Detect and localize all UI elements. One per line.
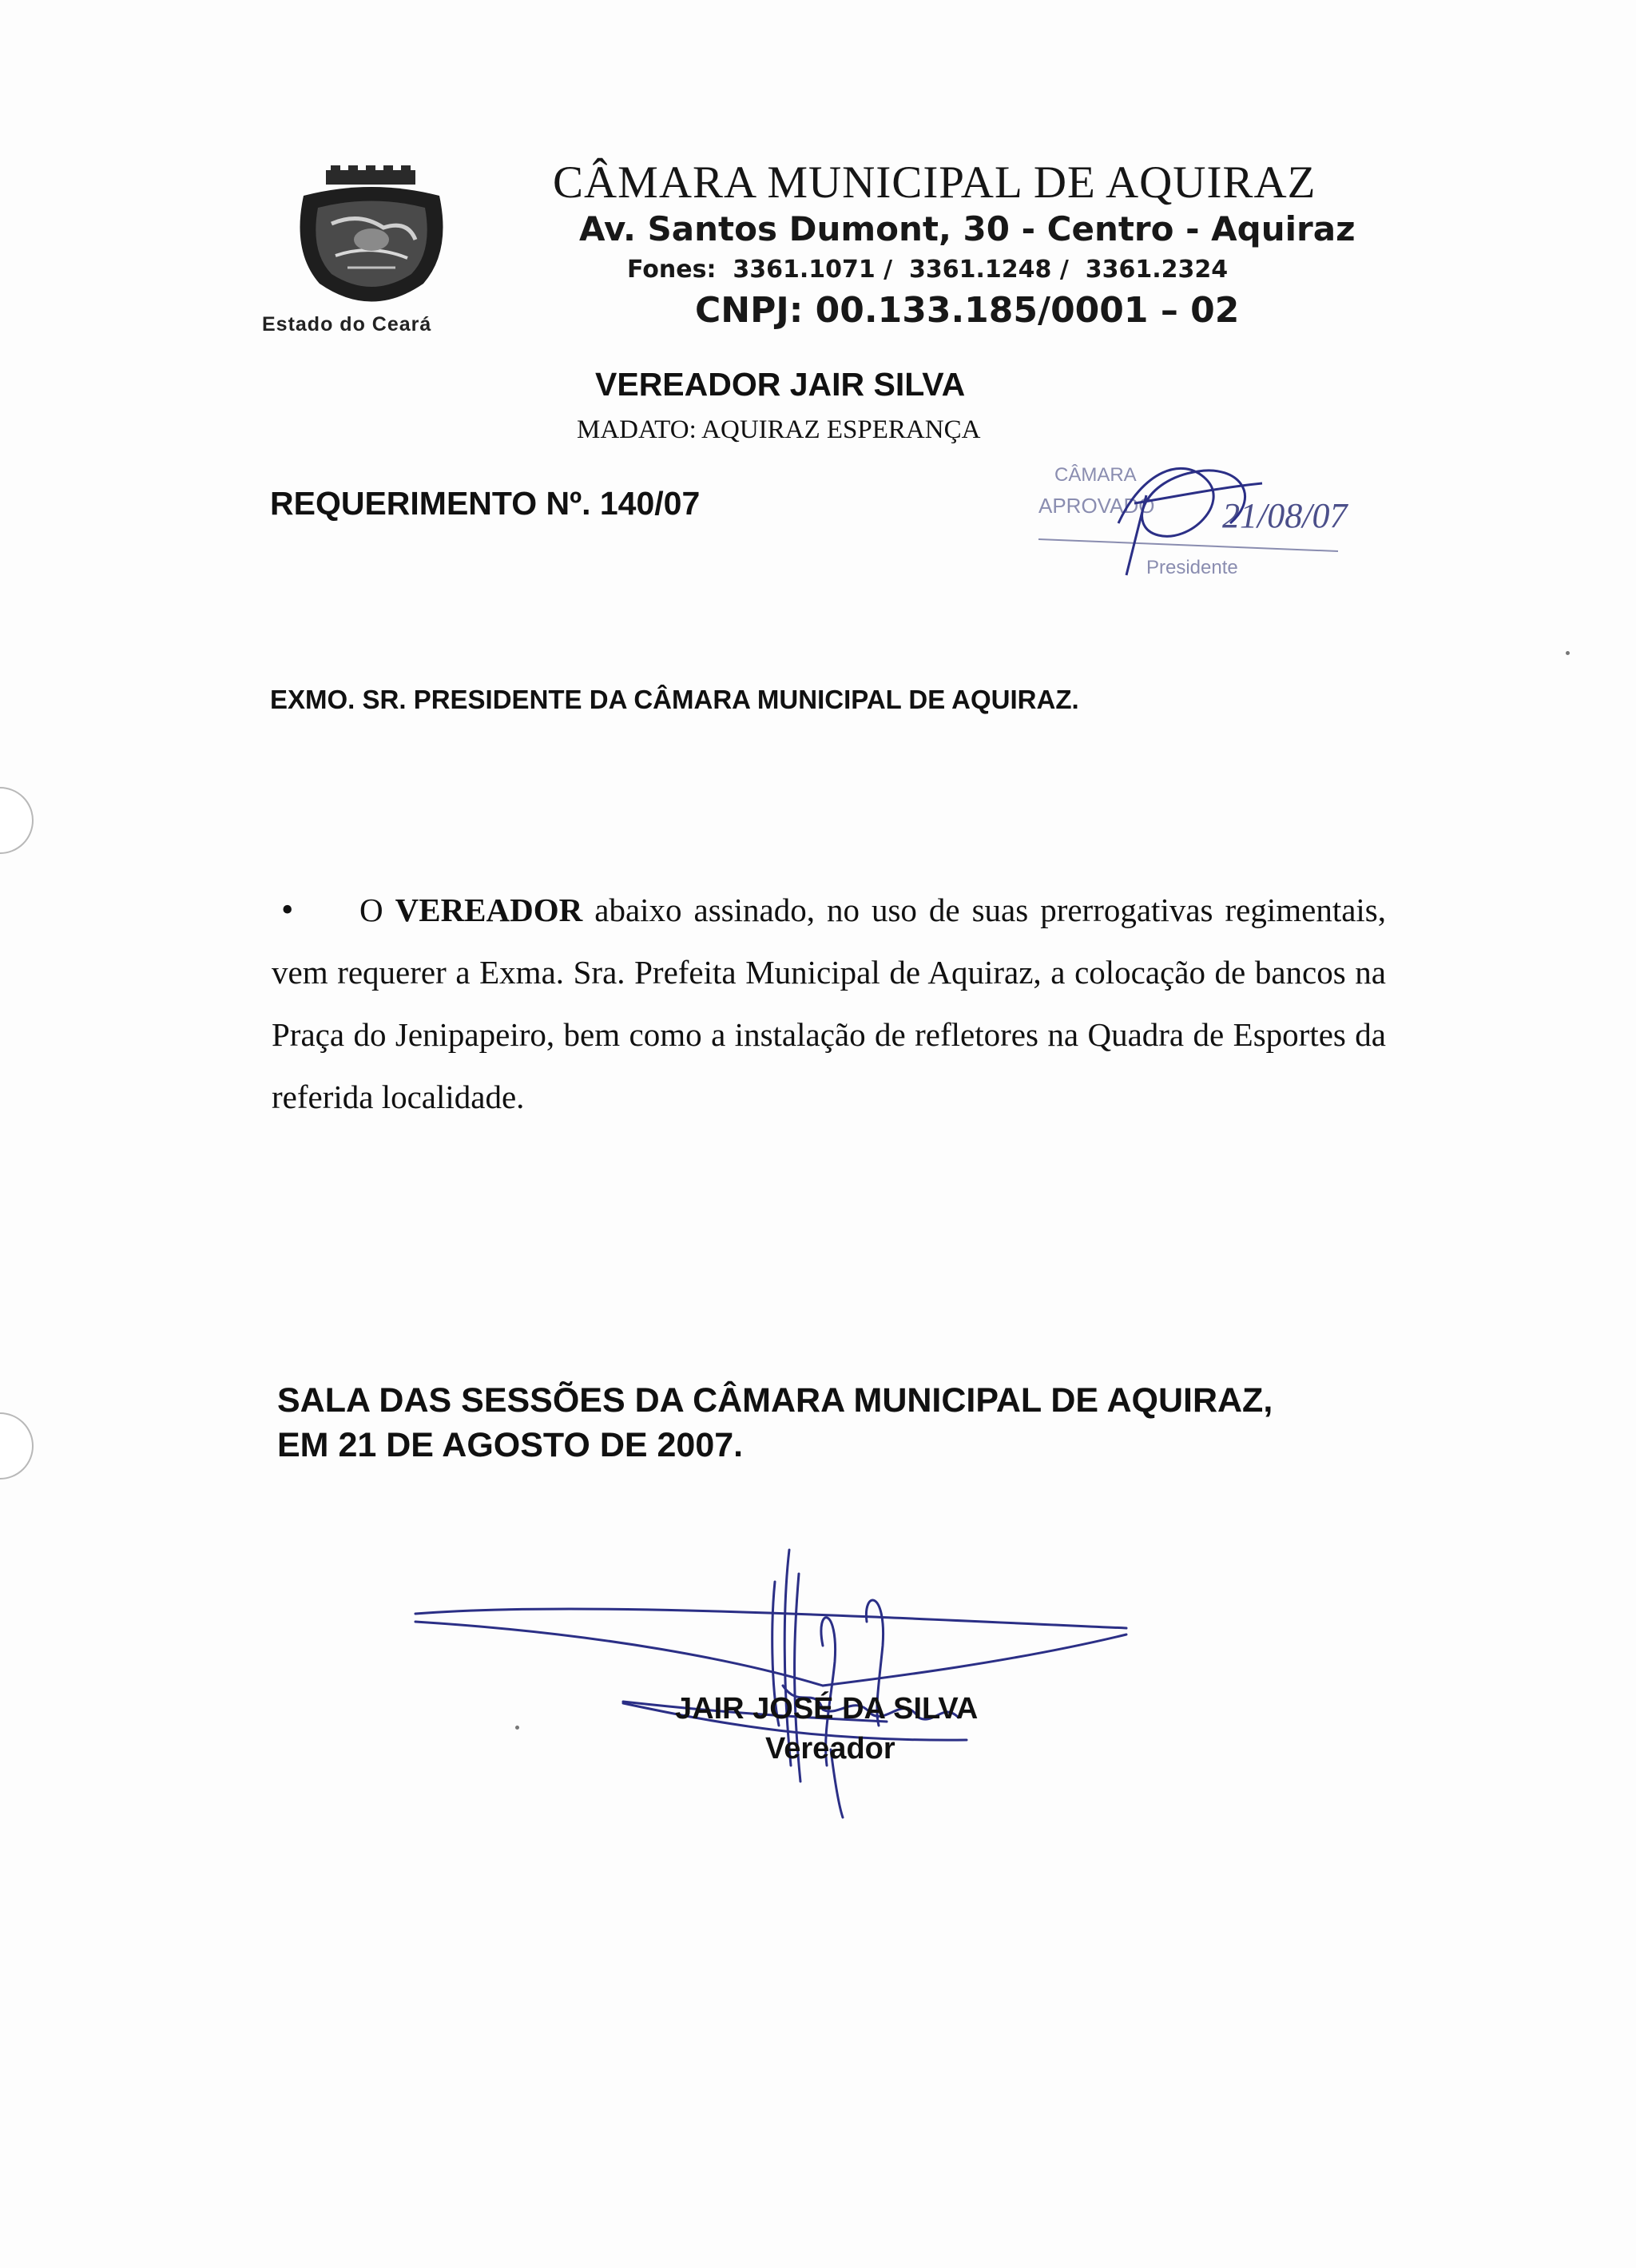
author-mandate: MADATO: AQUIRAZ ESPERANÇA [577,415,981,444]
stamp-role: Presidente [1146,557,1238,578]
body-lead: O [359,892,383,928]
approval-stamp [1022,447,1350,587]
stamp-text-approved: APROVADO [1038,494,1155,518]
state-label: Estado do Ceará [262,313,432,336]
closing-block [277,1378,1396,1468]
signatory-role: Vereador [765,1732,895,1766]
author-title: VEREADOR JAIR SILVA [595,366,966,403]
scan-speck [515,1726,519,1730]
chamber-phones: Fones: 3361.1071 / 3361.1248 / 3361.2324 [627,256,1229,284]
signatory-name: JAIR JOSÉ DA SILVA [675,1692,979,1726]
closing-line-1: SALA DAS SESSÕES DA CÂMARA MUNICIPAL DE AQUIRAZ, [277,1381,1273,1420]
scan-speck [1566,651,1570,655]
punch-hole-top [0,787,34,854]
body-bold-term: VEREADOR [395,892,583,928]
chamber-name: CÂMARA MUNICIPAL DE AQUIRAZ [553,157,1316,208]
chamber-address: Av. Santos Dumont, 30 - Centro - Aquiraz [579,209,1356,248]
stamp-text-top: CÂMARA [1054,464,1137,486]
stamp-date: 21/08/07 [1222,496,1348,535]
handwritten-signature [407,1526,1142,1821]
body-text: abaixo assinado, no uso de suas prerrogativas regimentais, vem requerer a Exma. Sra. Prefeita Municipal de Aquiraz, a colocação de bancos na Praça do Jenipapeiro, bem como a instalação de refletores na Quadra de Esportes da referida localidade. [272,892,1386,1115]
bullet-icon: • [281,890,294,929]
punch-hole-bottom [0,1412,34,1480]
chamber-cnpj: CNPJ: 00.133.185/0001 – 02 [695,290,1240,331]
request-number: REQUERIMENTO Nº. 140/07 [270,485,701,522]
closing-line-2: EM 21 DE AGOSTO DE 2007. [277,1426,744,1464]
coat-of-arms-icon [288,164,455,312]
addressee-line: EXMO. SR. PRESIDENTE DA CÂMARA MUNICIPAL DE AQUIRAZ. [270,685,1079,714]
request-body [272,879,1386,1128]
